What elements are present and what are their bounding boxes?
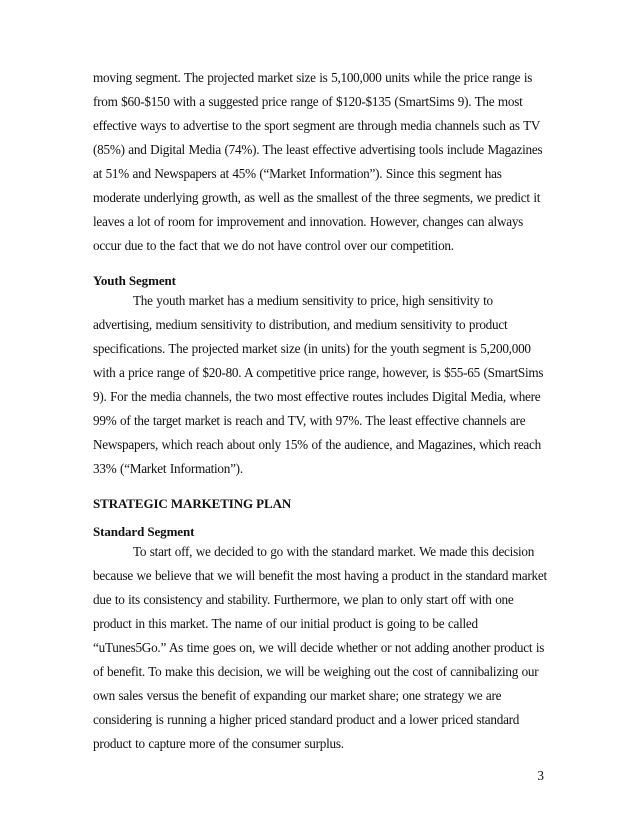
paragraph-line: own sales versus the benefit of expanding our market share; one strategy we are [93, 688, 502, 703]
paragraph-line: due to its consistency and stability. Furthermore, we plan to only start off with one [93, 592, 514, 607]
paragraph-line: product in this market. The name of our initial product is going to be called [93, 616, 478, 631]
paragraph-line: considering is running a higher priced standard product and a lower priced standard [93, 712, 520, 727]
standard-segment-section [93, 524, 545, 756]
paragraph-line: with a price range of $20-80. A competitive price range, however, is $55-65 (SmartSims [93, 365, 544, 380]
paragraph-line: To start off, we decided to go with the standard market. We made this decision [133, 544, 535, 559]
page-body [93, 66, 545, 756]
paragraph-line: The youth market has a medium sensitivity to price, high sensitivity to [133, 293, 493, 308]
paragraph-line: of benefit. To make this decision, we will be weighing out the cost of cannibalizing our [93, 664, 539, 679]
spacer [93, 258, 545, 273]
paragraph-line: moderate underlying growth, as well as the smallest of the three segments, we predict it [93, 190, 541, 205]
spacer [93, 481, 545, 496]
section-heading: Youth Segment [93, 273, 176, 288]
paragraph-line: moving segment. The projected market size is 5,100,000 units while the price range is [93, 70, 533, 85]
paragraph-line: at 51% and Newspapers at 45% (“Market Information”). Since this segment has [93, 166, 502, 181]
paragraph-line: advertising, medium sensitivity to distribution, and medium sensitivity to product [93, 317, 508, 332]
paragraph-line: from $60-$150 with a suggested price range of $120-$135 (SmartSims 9). The most [93, 94, 523, 109]
section-heading: Standard Segment [93, 524, 195, 539]
paragraph-line: product to capture more of the consumer surplus. [93, 736, 344, 751]
paragraph-line: because we believe that we will benefit the most having a product in the standard market [93, 568, 547, 583]
intro-paragraph [93, 66, 545, 258]
spacer [93, 512, 545, 524]
paragraph-line: (85%) and Digital Media (74%). The least effective advertising tools include Magazines [93, 142, 543, 157]
paragraph-line: 33% (“Market Information”). [93, 461, 243, 476]
paragraph-line: leaves a lot of room for improvement and innovation. However, changes can always [93, 214, 524, 229]
paragraph-line: Newspapers, which reach about only 15% of the audience, and Magazines, which reach [93, 437, 541, 452]
paragraph-line: 9). For the media channels, the two most effective routes includes Digital Media, where [93, 389, 541, 404]
paragraph-line: specifications. The projected market size (in units) for the youth segment is 5,200,000 [93, 341, 531, 356]
major-heading: STRATEGIC MARKETING PLAN [93, 496, 292, 511]
paragraph-line: “uTunes5Go.” As time goes on, we will decide whether or not adding another product is [93, 640, 545, 655]
paragraph-line: 99% of the target market is reach and TV, with 97%. The least effective channels are [93, 413, 526, 428]
page-number: 3 [537, 768, 544, 783]
paragraph-line: effective ways to advertise to the sport segment are through media channels such as TV [93, 118, 541, 133]
paragraph-line: occur due to the fact that we do not have control over our competition. [93, 238, 454, 253]
youth-segment-section [93, 273, 545, 481]
